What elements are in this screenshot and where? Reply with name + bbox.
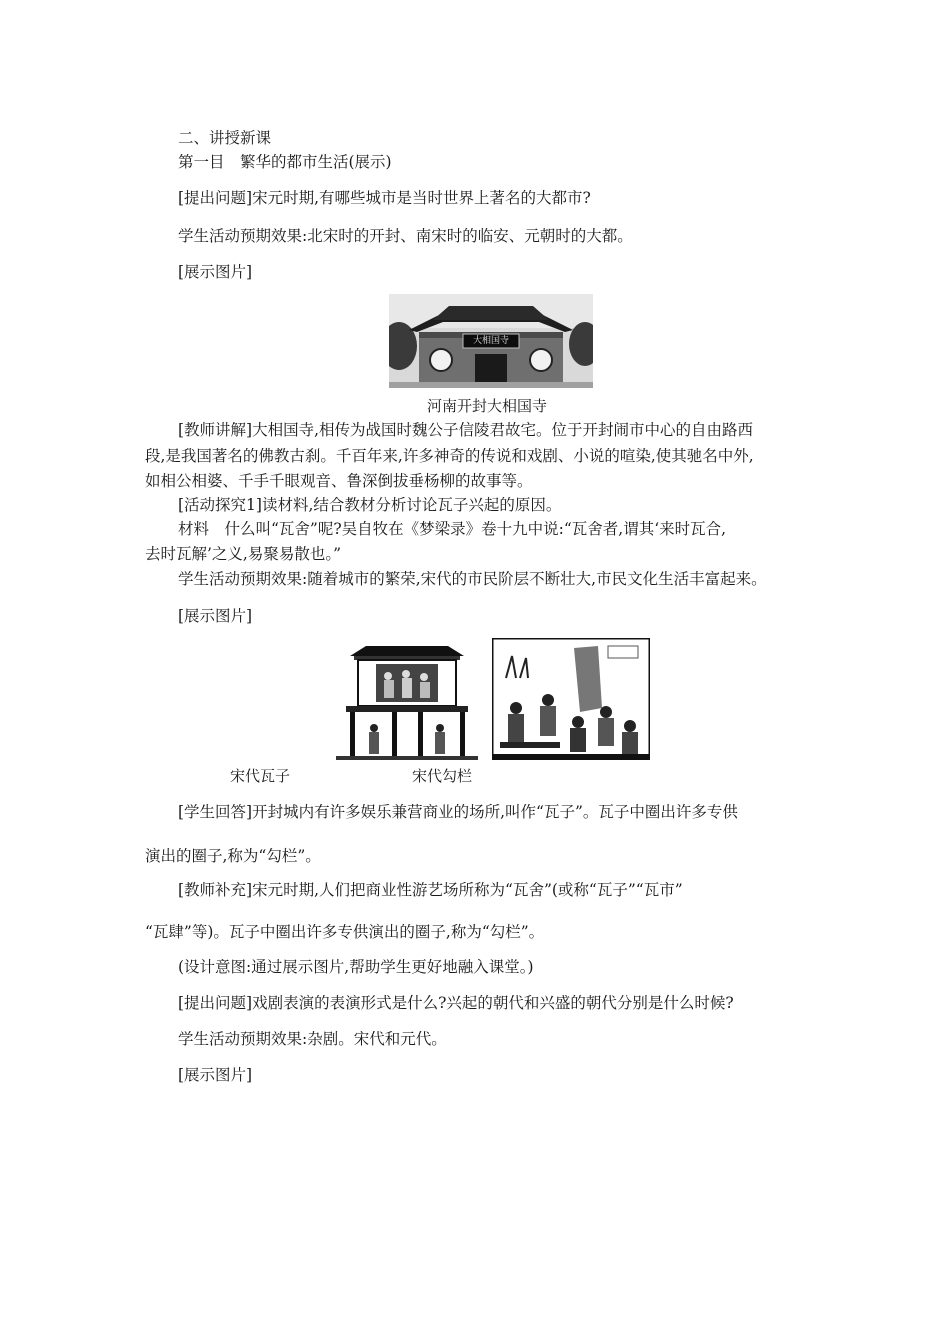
question-1: [提出问题]宋元时期,有哪些城市是当时世界上著名的大都市?	[178, 189, 591, 207]
temple-photo	[389, 294, 593, 388]
show-image-label-1: [展示图片]	[178, 263, 253, 281]
teacher-explain-line-2: 段,是我国著名的佛教古刹。千百年来,许多神奇的传说和戏剧、小说的喧染,使其驰名中外,	[145, 447, 754, 465]
teacher-supplement-line-2: “瓦肆”等)。瓦子中圈出许多专供演出的圈子,称为“勾栏”。	[145, 923, 545, 941]
temple-sign: 大相国寺	[472, 336, 509, 346]
design-intent: (设计意图:通过展示图片,帮助学生更好地融入课堂。)	[178, 958, 534, 976]
question-2: [提出问题]戏剧表演的表演形式是什么?兴起的朝代和兴盛的朝代分别是什么时候?	[178, 994, 734, 1012]
answer-2: 学生活动预期效果:杂剧。宋代和元代。	[178, 1030, 447, 1048]
teacher-supplement-line-1: [教师补充]宋元时期,人们把商业性游艺场所称为“瓦舍”(或称“瓦子”“瓦市”	[178, 881, 683, 899]
temple-caption: 河南开封大相国寺	[427, 397, 548, 415]
goulan-illustration	[492, 638, 650, 760]
material-line-1: 材料 什么叫“瓦舍”呢?吴自牧在《梦梁录》卷十九中说:“瓦舍者,谓其‘来时瓦合,	[178, 520, 727, 538]
material-line-2: 去时瓦解’之义,易聚易散也。”	[145, 545, 342, 563]
goulan-caption: 宋代勾栏	[412, 767, 473, 785]
answer-1: 学生活动预期效果:北宋时的开封、南宋时的临安、元朝时的大都。	[178, 227, 633, 245]
show-image-label-3: [展示图片]	[178, 1066, 253, 1084]
wazi-illustration	[336, 642, 478, 760]
section-subheading: 第一目 繁华的都市生活(展示)	[178, 153, 392, 171]
activity-answer: 学生活动预期效果:随着城市的繁荣,宋代的市民阶层不断壮大,市民文化生活丰富起来。	[178, 570, 767, 588]
teacher-explain-line-3: 如相公相婆、千手千眼观音、鲁深倒拔垂杨柳的故事等。	[145, 472, 533, 490]
teacher-explain-line-1: [教师讲解]大相国寺,相传为战国时魏公子信陵君故宅。位于开封闹市中心的自由路西	[178, 421, 754, 439]
wazi-caption: 宋代瓦子	[230, 767, 291, 785]
activity-intro: [活动探究1]读材料,结合教材分析讨论瓦子兴起的原因。	[178, 496, 562, 514]
student-answer-line-1: [学生回答]开封城内有许多娱乐兼营商业的场所,叫作“瓦子”。瓦子中圈出许多专供	[178, 803, 738, 821]
section-heading: 二、讲授新课	[178, 129, 272, 147]
student-answer-line-2: 演出的圈子,称为“勾栏”。	[145, 847, 321, 865]
show-image-label-2: [展示图片]	[178, 607, 253, 625]
